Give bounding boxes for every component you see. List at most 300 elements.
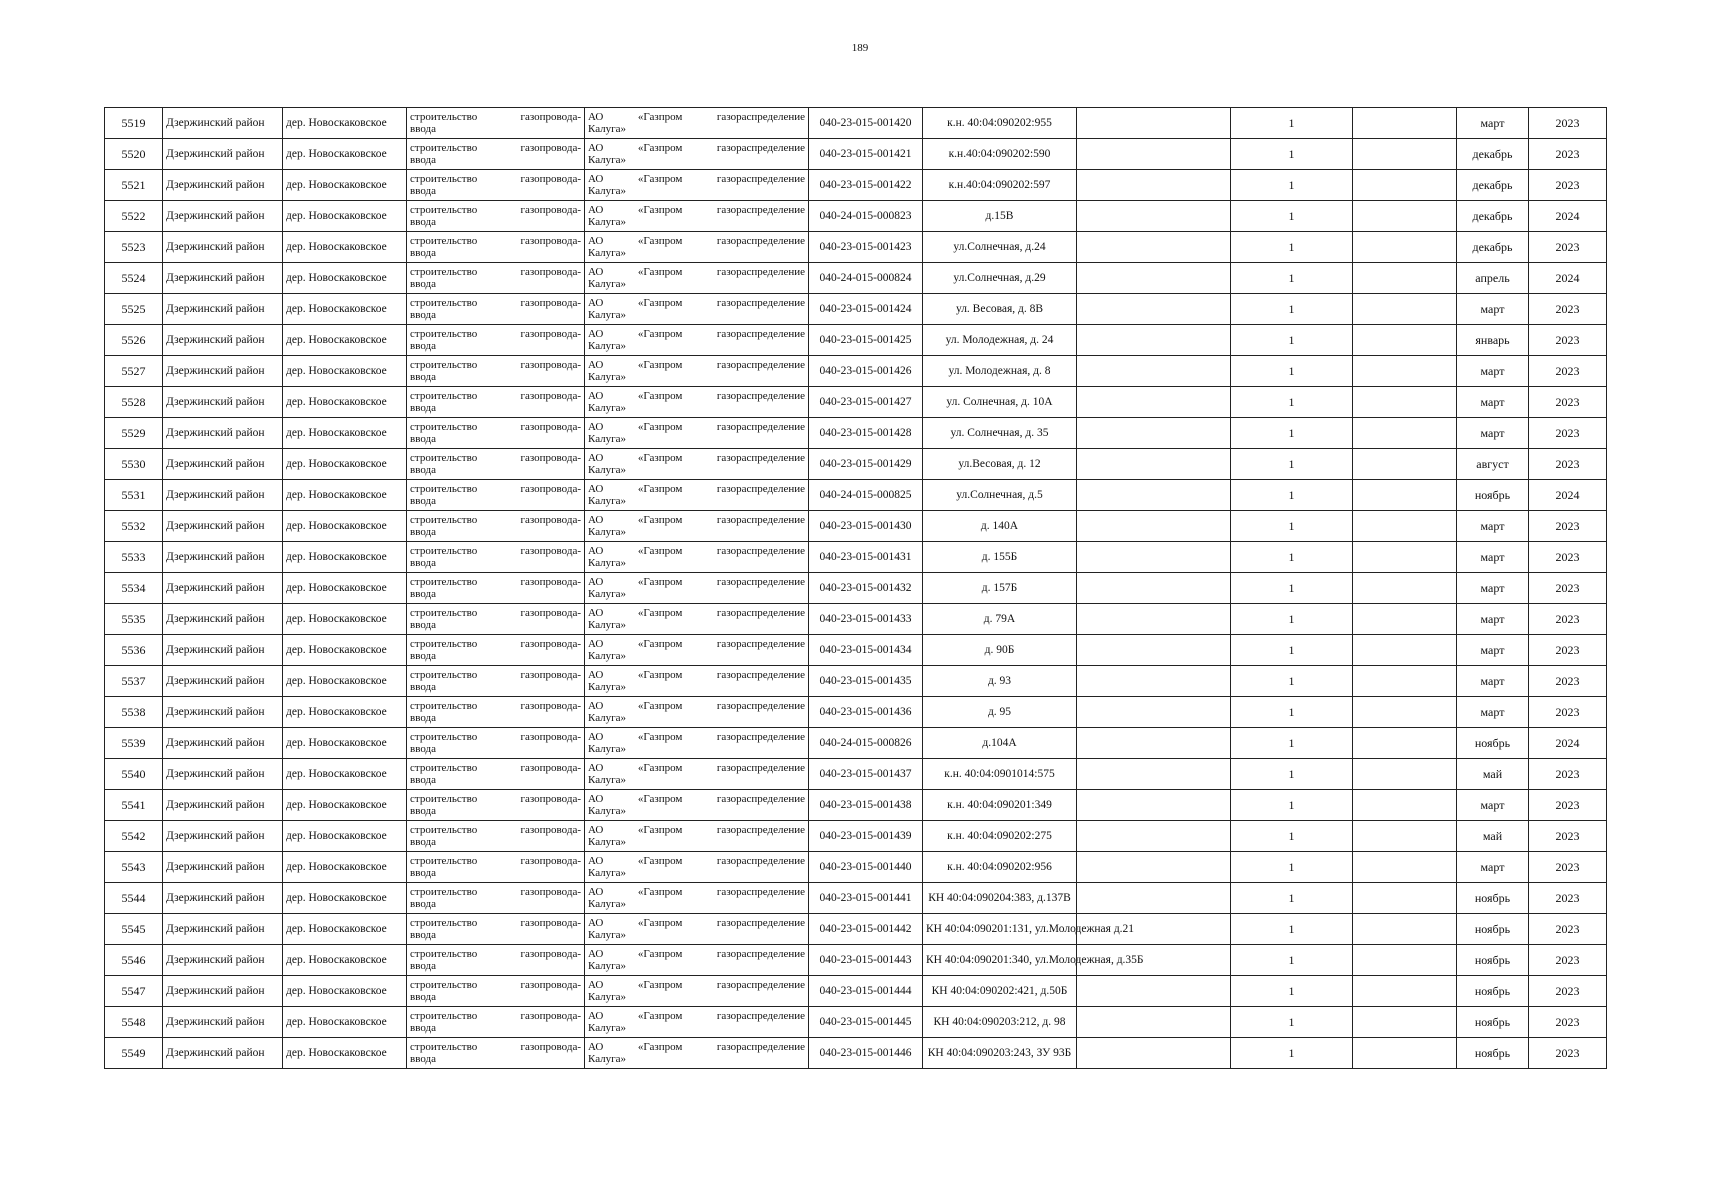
address-cell: КН 40:04:090201:340, ул.Молодежная, д.35Б: [923, 945, 1077, 976]
village-cell: дер. Новоскаковское: [283, 666, 407, 697]
org-word-1: АО: [588, 855, 604, 867]
org-word-2: «Газпром: [637, 607, 683, 619]
year-cell: 2023: [1529, 976, 1607, 1007]
org-word-1: АО: [588, 793, 604, 805]
year-cell: 2023: [1529, 945, 1607, 976]
address-cell: КН 40:04:090204:383, д.137В: [923, 883, 1077, 914]
quantity-cell: 1: [1231, 635, 1353, 666]
empty-cell: [1077, 449, 1231, 480]
quantity-cell: 1: [1231, 170, 1353, 201]
district-cell: Дзержинский район: [163, 1038, 283, 1069]
organization-cell: [585, 821, 809, 852]
row-number: 5547: [105, 976, 163, 1007]
org-word-4: Калуга»: [588, 960, 627, 972]
year-cell: 2023: [1529, 139, 1607, 170]
year-cell: 2023: [1529, 325, 1607, 356]
organization-cell: [585, 418, 809, 449]
month-cell: ноябрь: [1457, 914, 1529, 945]
work-type-cell: [407, 263, 585, 294]
work-word-1: строительство: [410, 173, 478, 185]
table-row: [105, 170, 1607, 201]
village-cell: дер. Новоскаковское: [283, 1038, 407, 1069]
org-word-2: «Газпром: [637, 824, 683, 836]
work-word-1: строительство: [410, 421, 478, 433]
org-word-1: АО: [588, 111, 604, 123]
work-word-1: строительство: [410, 328, 478, 340]
row-number: 5523: [105, 232, 163, 263]
village-cell: дер. Новоскаковское: [283, 852, 407, 883]
work-word-2: газопровода-: [520, 421, 581, 433]
org-word-3: газораспределение: [716, 886, 805, 898]
table-row: [105, 480, 1607, 511]
work-word-2: газопровода-: [520, 204, 581, 216]
work-word-2: газопровода-: [520, 359, 581, 371]
organization-cell: [585, 232, 809, 263]
table-row: [105, 790, 1607, 821]
empty-cell: [1077, 604, 1231, 635]
organization-cell: [585, 325, 809, 356]
registry-code-cell: 040-23-015-001446: [809, 1038, 923, 1069]
row-number: 5528: [105, 387, 163, 418]
row-number: 5535: [105, 604, 163, 635]
empty-cell: [1353, 325, 1457, 356]
table-row: [105, 945, 1607, 976]
work-word-2: газопровода-: [520, 111, 581, 123]
month-cell: ноябрь: [1457, 883, 1529, 914]
year-cell: 2023: [1529, 852, 1607, 883]
org-word-3: газораспределение: [716, 638, 805, 650]
org-word-1: АО: [588, 390, 604, 402]
registry-code-cell: 040-23-015-001433: [809, 604, 923, 635]
village-cell: дер. Новоскаковское: [283, 139, 407, 170]
year-cell: 2023: [1529, 1038, 1607, 1069]
org-word-2: «Газпром: [637, 762, 683, 774]
district-cell: Дзержинский район: [163, 635, 283, 666]
row-number: 5519: [105, 108, 163, 139]
work-word-2: газопровода-: [520, 173, 581, 185]
work-word-3: ввода: [410, 247, 436, 259]
org-word-4: Калуга»: [588, 526, 627, 538]
year-cell: 2023: [1529, 914, 1607, 945]
registry-code-cell: 040-24-015-000826: [809, 728, 923, 759]
table-row: [105, 852, 1607, 883]
work-word-2: газопровода-: [520, 328, 581, 340]
empty-cell: [1353, 356, 1457, 387]
work-word-2: газопровода-: [520, 545, 581, 557]
month-cell: декабрь: [1457, 170, 1529, 201]
row-number: 5541: [105, 790, 163, 821]
address-cell: ул.Солнечная, д.24: [923, 232, 1077, 263]
work-word-2: газопровода-: [520, 1010, 581, 1022]
month-cell: август: [1457, 449, 1529, 480]
org-word-4: Калуга»: [588, 495, 627, 507]
empty-cell: [1077, 852, 1231, 883]
work-type-cell: [407, 480, 585, 511]
org-word-1: АО: [588, 204, 604, 216]
work-word-3: ввода: [410, 805, 436, 817]
organization-cell: [585, 542, 809, 573]
registry-code-cell: 040-23-015-001429: [809, 449, 923, 480]
org-word-2: «Газпром: [637, 731, 683, 743]
org-word-3: газораспределение: [716, 576, 805, 588]
empty-cell: [1353, 480, 1457, 511]
table-row: [105, 883, 1607, 914]
month-cell: март: [1457, 604, 1529, 635]
org-word-1: АО: [588, 638, 604, 650]
month-cell: ноябрь: [1457, 728, 1529, 759]
work-word-3: ввода: [410, 712, 436, 724]
village-cell: дер. Новоскаковское: [283, 263, 407, 294]
month-cell: март: [1457, 542, 1529, 573]
org-word-4: Калуга»: [588, 991, 627, 1003]
org-word-2: «Газпром: [637, 390, 683, 402]
quantity-cell: 1: [1231, 852, 1353, 883]
work-word-3: ввода: [410, 402, 436, 414]
address-cell: КН 40:04:090203:212, д. 98: [923, 1007, 1077, 1038]
address-cell: ул.Солнечная, д.29: [923, 263, 1077, 294]
month-cell: декабрь: [1457, 201, 1529, 232]
quantity-cell: 1: [1231, 449, 1353, 480]
month-cell: май: [1457, 821, 1529, 852]
work-word-3: ввода: [410, 1022, 436, 1034]
quantity-cell: 1: [1231, 542, 1353, 573]
row-number: 5520: [105, 139, 163, 170]
district-cell: Дзержинский район: [163, 449, 283, 480]
registry-code-cell: 040-23-015-001422: [809, 170, 923, 201]
empty-cell: [1353, 294, 1457, 325]
org-word-4: Калуга»: [588, 185, 627, 197]
registry-code-cell: 040-23-015-001436: [809, 697, 923, 728]
org-word-1: АО: [588, 483, 604, 495]
work-word-3: ввода: [410, 526, 436, 538]
quantity-cell: 1: [1231, 573, 1353, 604]
org-word-3: газораспределение: [716, 1010, 805, 1022]
org-word-1: АО: [588, 979, 604, 991]
work-word-1: строительство: [410, 917, 478, 929]
district-cell: Дзержинский район: [163, 945, 283, 976]
month-cell: март: [1457, 697, 1529, 728]
quantity-cell: 1: [1231, 356, 1353, 387]
table-row: [105, 108, 1607, 139]
address-cell: к.н. 40:04:090201:349: [923, 790, 1077, 821]
org-word-2: «Газпром: [637, 452, 683, 464]
work-type-cell: [407, 666, 585, 697]
org-word-3: газораспределение: [716, 793, 805, 805]
org-word-3: газораспределение: [716, 421, 805, 433]
org-word-3: газораспределение: [716, 328, 805, 340]
address-cell: д. 79А: [923, 604, 1077, 635]
registry-code-cell: 040-23-015-001440: [809, 852, 923, 883]
table-row: [105, 914, 1607, 945]
empty-cell: [1077, 976, 1231, 1007]
work-word-1: строительство: [410, 793, 478, 805]
district-cell: Дзержинский район: [163, 573, 283, 604]
month-cell: март: [1457, 108, 1529, 139]
district-cell: Дзержинский район: [163, 201, 283, 232]
empty-cell: [1353, 387, 1457, 418]
org-word-4: Калуга»: [588, 402, 627, 414]
empty-cell: [1077, 387, 1231, 418]
work-word-2: газопровода-: [520, 452, 581, 464]
organization-cell: [585, 201, 809, 232]
org-word-3: газораспределение: [716, 731, 805, 743]
org-word-1: АО: [588, 948, 604, 960]
empty-cell: [1077, 294, 1231, 325]
district-cell: Дзержинский район: [163, 697, 283, 728]
org-word-4: Калуга»: [588, 1022, 627, 1034]
address-cell: к.н. 40:04:090202:956: [923, 852, 1077, 883]
district-cell: Дзержинский район: [163, 232, 283, 263]
quantity-cell: 1: [1231, 201, 1353, 232]
org-word-1: АО: [588, 328, 604, 340]
work-type-cell: [407, 387, 585, 418]
month-cell: март: [1457, 418, 1529, 449]
empty-cell: [1353, 945, 1457, 976]
org-word-2: «Газпром: [637, 514, 683, 526]
registry-code-cell: 040-23-015-001426: [809, 356, 923, 387]
org-word-3: газораспределение: [716, 669, 805, 681]
organization-cell: [585, 697, 809, 728]
empty-cell: [1077, 790, 1231, 821]
work-word-1: строительство: [410, 979, 478, 991]
work-type-cell: [407, 201, 585, 232]
address-cell: д. 157Б: [923, 573, 1077, 604]
org-word-3: газораспределение: [716, 359, 805, 371]
row-number: 5524: [105, 263, 163, 294]
address-cell: к.н.40:04:090202:597: [923, 170, 1077, 201]
org-word-2: «Газпром: [637, 421, 683, 433]
district-cell: Дзержинский район: [163, 263, 283, 294]
year-cell: 2023: [1529, 449, 1607, 480]
registry-code-cell: 040-23-015-001428: [809, 418, 923, 449]
org-word-3: газораспределение: [716, 514, 805, 526]
table-row: [105, 294, 1607, 325]
work-word-2: газопровода-: [520, 266, 581, 278]
address-cell: ул.Солнечная, д.5: [923, 480, 1077, 511]
work-type-cell: [407, 852, 585, 883]
empty-cell: [1077, 1038, 1231, 1069]
row-number: 5531: [105, 480, 163, 511]
row-number: 5537: [105, 666, 163, 697]
work-word-1: строительство: [410, 886, 478, 898]
quantity-cell: 1: [1231, 604, 1353, 635]
work-word-3: ввода: [410, 278, 436, 290]
org-word-3: газораспределение: [716, 824, 805, 836]
org-word-4: Калуга»: [588, 247, 627, 259]
district-cell: Дзержинский район: [163, 325, 283, 356]
org-word-2: «Газпром: [637, 669, 683, 681]
org-word-1: АО: [588, 607, 604, 619]
month-cell: март: [1457, 511, 1529, 542]
empty-cell: [1077, 170, 1231, 201]
work-word-1: строительство: [410, 545, 478, 557]
work-word-1: строительство: [410, 1041, 478, 1053]
address-cell: к.н. 40:04:0901014:575: [923, 759, 1077, 790]
work-word-1: строительство: [410, 762, 478, 774]
registry-code-cell: 040-24-015-000825: [809, 480, 923, 511]
work-word-1: строительство: [410, 607, 478, 619]
work-word-3: ввода: [410, 557, 436, 569]
org-word-2: «Газпром: [637, 297, 683, 309]
row-number: 5527: [105, 356, 163, 387]
work-word-2: газопровода-: [520, 824, 581, 836]
org-word-4: Калуга»: [588, 340, 627, 352]
row-number: 5522: [105, 201, 163, 232]
org-word-4: Калуга»: [588, 743, 627, 755]
quantity-cell: 1: [1231, 728, 1353, 759]
table-row: [105, 573, 1607, 604]
work-type-cell: [407, 139, 585, 170]
org-word-4: Калуга»: [588, 433, 627, 445]
address-cell: д. 155Б: [923, 542, 1077, 573]
work-word-1: строительство: [410, 731, 478, 743]
org-word-2: «Газпром: [637, 979, 683, 991]
month-cell: ноябрь: [1457, 976, 1529, 1007]
village-cell: дер. Новоскаковское: [283, 201, 407, 232]
org-word-3: газораспределение: [716, 452, 805, 464]
work-word-2: газопровода-: [520, 886, 581, 898]
org-word-3: газораспределение: [716, 917, 805, 929]
org-word-2: «Газпром: [637, 545, 683, 557]
district-cell: Дзержинский район: [163, 418, 283, 449]
work-word-1: строительство: [410, 452, 478, 464]
quantity-cell: 1: [1231, 821, 1353, 852]
work-word-2: газопровода-: [520, 979, 581, 991]
org-word-4: Калуга»: [588, 154, 627, 166]
empty-cell: [1077, 728, 1231, 759]
registry-code-cell: 040-23-015-001434: [809, 635, 923, 666]
village-cell: дер. Новоскаковское: [283, 480, 407, 511]
table-row: [105, 201, 1607, 232]
quantity-cell: 1: [1231, 108, 1353, 139]
address-cell: ул. Молодежная, д. 8: [923, 356, 1077, 387]
work-word-3: ввода: [410, 650, 436, 662]
table-row: [105, 1038, 1607, 1069]
empty-cell: [1077, 511, 1231, 542]
table-body: [105, 108, 1607, 1069]
table-row: [105, 666, 1607, 697]
org-word-2: «Газпром: [637, 173, 683, 185]
table-row: [105, 139, 1607, 170]
work-type-cell: [407, 1007, 585, 1038]
quantity-cell: 1: [1231, 263, 1353, 294]
organization-cell: [585, 666, 809, 697]
org-word-2: «Газпром: [637, 142, 683, 154]
empty-cell: [1077, 201, 1231, 232]
year-cell: 2023: [1529, 604, 1607, 635]
empty-cell: [1077, 697, 1231, 728]
table-row: [105, 728, 1607, 759]
address-cell: КН 40:04:090202:421, д.50Б: [923, 976, 1077, 1007]
empty-cell: [1077, 325, 1231, 356]
registry-code-cell: 040-23-015-001420: [809, 108, 923, 139]
village-cell: дер. Новоскаковское: [283, 883, 407, 914]
work-word-3: ввода: [410, 495, 436, 507]
org-word-1: АО: [588, 1041, 604, 1053]
work-word-3: ввода: [410, 371, 436, 383]
year-cell: 2023: [1529, 511, 1607, 542]
year-cell: 2024: [1529, 480, 1607, 511]
work-type-cell: [407, 976, 585, 1007]
work-word-2: газопровода-: [520, 700, 581, 712]
org-word-3: газораспределение: [716, 545, 805, 557]
registry-code-cell: 040-23-015-001443: [809, 945, 923, 976]
org-word-3: газораспределение: [716, 483, 805, 495]
district-cell: Дзержинский район: [163, 108, 283, 139]
year-cell: 2023: [1529, 759, 1607, 790]
quantity-cell: 1: [1231, 697, 1353, 728]
registry-code-cell: 040-23-015-001431: [809, 542, 923, 573]
work-word-1: строительство: [410, 824, 478, 836]
organization-cell: [585, 1007, 809, 1038]
org-word-4: Калуга»: [588, 898, 627, 910]
district-cell: Дзержинский район: [163, 1007, 283, 1038]
empty-cell: [1353, 821, 1457, 852]
work-word-2: газопровода-: [520, 483, 581, 495]
org-word-2: «Газпром: [637, 1010, 683, 1022]
village-cell: дер. Новоскаковское: [283, 511, 407, 542]
work-word-1: строительство: [410, 669, 478, 681]
empty-cell: [1077, 139, 1231, 170]
village-cell: дер. Новоскаковское: [283, 325, 407, 356]
empty-cell: [1353, 1038, 1457, 1069]
empty-cell: [1077, 883, 1231, 914]
row-number: 5536: [105, 635, 163, 666]
work-type-cell: [407, 945, 585, 976]
org-word-2: «Газпром: [637, 948, 683, 960]
work-word-1: строительство: [410, 576, 478, 588]
quantity-cell: 1: [1231, 511, 1353, 542]
org-word-4: Калуга»: [588, 1053, 627, 1065]
organization-cell: [585, 1038, 809, 1069]
table-row: [105, 356, 1607, 387]
organization-cell: [585, 635, 809, 666]
quantity-cell: 1: [1231, 759, 1353, 790]
work-word-3: ввода: [410, 464, 436, 476]
work-word-3: ввода: [410, 340, 436, 352]
month-cell: май: [1457, 759, 1529, 790]
district-cell: Дзержинский район: [163, 356, 283, 387]
work-word-3: ввода: [410, 836, 436, 848]
work-word-1: строительство: [410, 638, 478, 650]
work-type-cell: [407, 728, 585, 759]
work-word-1: строительство: [410, 359, 478, 371]
quantity-cell: 1: [1231, 883, 1353, 914]
year-cell: 2023: [1529, 542, 1607, 573]
registry-code-cell: 040-23-015-001437: [809, 759, 923, 790]
registry-code-cell: 040-23-015-001424: [809, 294, 923, 325]
organization-cell: [585, 976, 809, 1007]
org-word-1: АО: [588, 235, 604, 247]
empty-cell: [1077, 666, 1231, 697]
organization-cell: [585, 790, 809, 821]
registry-code-cell: 040-23-015-001445: [809, 1007, 923, 1038]
work-word-3: ввода: [410, 898, 436, 910]
table-row: [105, 604, 1607, 635]
work-word-1: строительство: [410, 1010, 478, 1022]
work-type-cell: [407, 232, 585, 263]
row-number: 5521: [105, 170, 163, 201]
org-word-2: «Газпром: [637, 700, 683, 712]
year-cell: 2023: [1529, 697, 1607, 728]
district-cell: Дзержинский район: [163, 728, 283, 759]
empty-cell: [1353, 728, 1457, 759]
work-type-cell: [407, 821, 585, 852]
org-word-1: АО: [588, 545, 604, 557]
work-word-2: газопровода-: [520, 669, 581, 681]
address-cell: к.н.40:04:090202:590: [923, 139, 1077, 170]
org-word-1: АО: [588, 359, 604, 371]
